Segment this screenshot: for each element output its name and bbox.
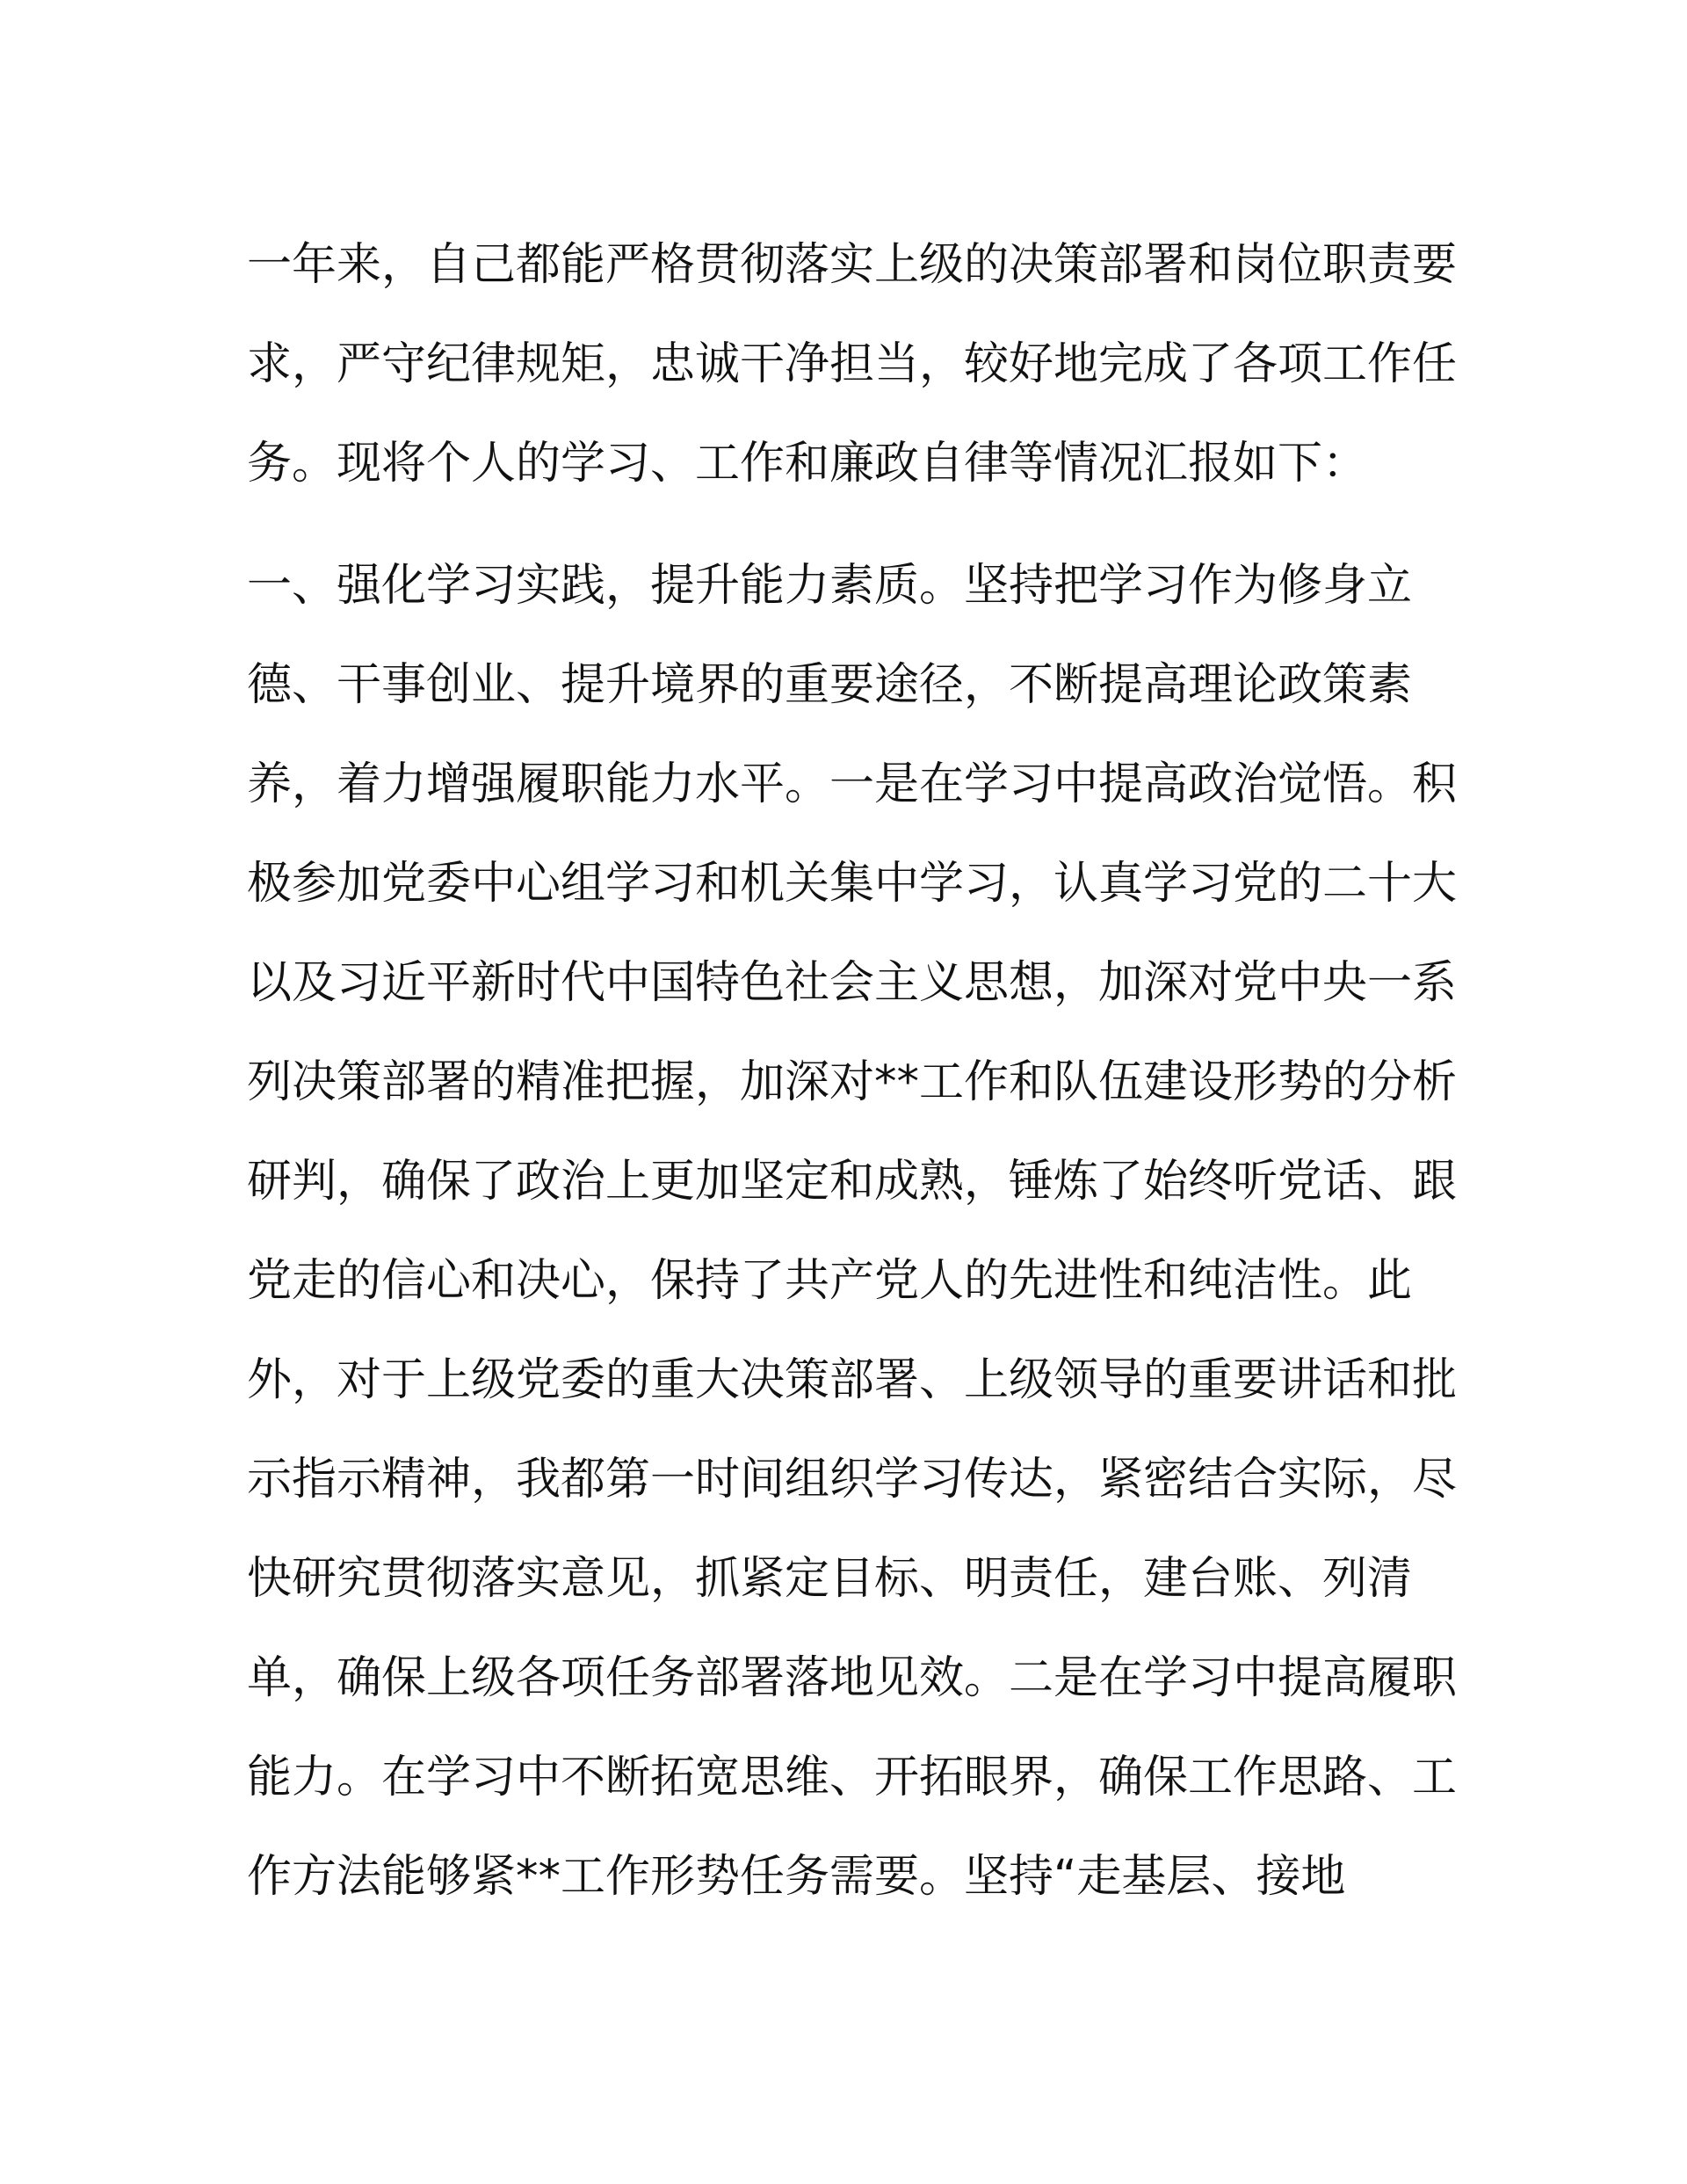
paragraph-2-line-14: 作方法能够紧**工作形势任务需要。坚持“走基层、接地 bbox=[247, 1851, 1346, 1903]
paragraph-1-line-1: 一年来，自己都能严格贯彻落实上级的决策部署和岗位职责要 bbox=[247, 239, 1458, 291]
paragraph-2-line-2: 德、干事创业、提升境界的重要途径，不断提高理论政策素 bbox=[247, 659, 1413, 711]
paragraph-2-line-7: 研判，确保了政治上更加坚定和成熟，锤炼了始终听党话、跟 bbox=[247, 1156, 1458, 1208]
paragraph-1-line-3: 务。现将个人的学习、工作和廉政自律等情况汇报如下： bbox=[247, 438, 1368, 490]
paragraph-2-line-5: 以及习近平新时代中国特色社会主义思想，加深对党中央一系 bbox=[247, 957, 1458, 1009]
paragraph-2-line-10: 示指示精神，我都第一时间组织学习传达，紧密结合实际，尽 bbox=[247, 1454, 1458, 1506]
paragraph-2-line-1: 一、强化学习实践，提升能力素质。坚持把学习作为修身立 bbox=[247, 560, 1413, 612]
paragraph-2-line-3: 养，着力增强履职能力水平。一是在学习中提高政治觉悟。积 bbox=[247, 758, 1458, 810]
paragraph-1-line-2: 求，严守纪律规矩，忠诚干净担当，较好地完成了各项工作任 bbox=[247, 338, 1458, 390]
paragraph-2-line-4: 极参加党委中心组学习和机关集中学习，认真学习党的二十大 bbox=[247, 858, 1458, 910]
paragraph-2-line-13: 能力。在学习中不断拓宽思维、开拓眼界，确保工作思路、工 bbox=[247, 1752, 1458, 1803]
paragraph-2-line-11: 快研究贯彻落实意见，抓紧定目标、明责任，建台账、列清 bbox=[247, 1553, 1413, 1605]
paragraph-2-line-12: 单，确保上级各项任务部署落地见效。二是在学习中提高履职 bbox=[247, 1652, 1458, 1704]
paragraph-2-line-6: 列决策部署的精准把握，加深对**工作和队伍建设形势的分析 bbox=[247, 1056, 1458, 1108]
paragraph-2-line-8: 党走的信心和决心，保持了共产党人的先进性和纯洁性。此 bbox=[247, 1255, 1413, 1307]
paragraph-2-line-9: 外，对于上级党委的重大决策部署、上级领导的重要讲话和批 bbox=[247, 1354, 1458, 1406]
